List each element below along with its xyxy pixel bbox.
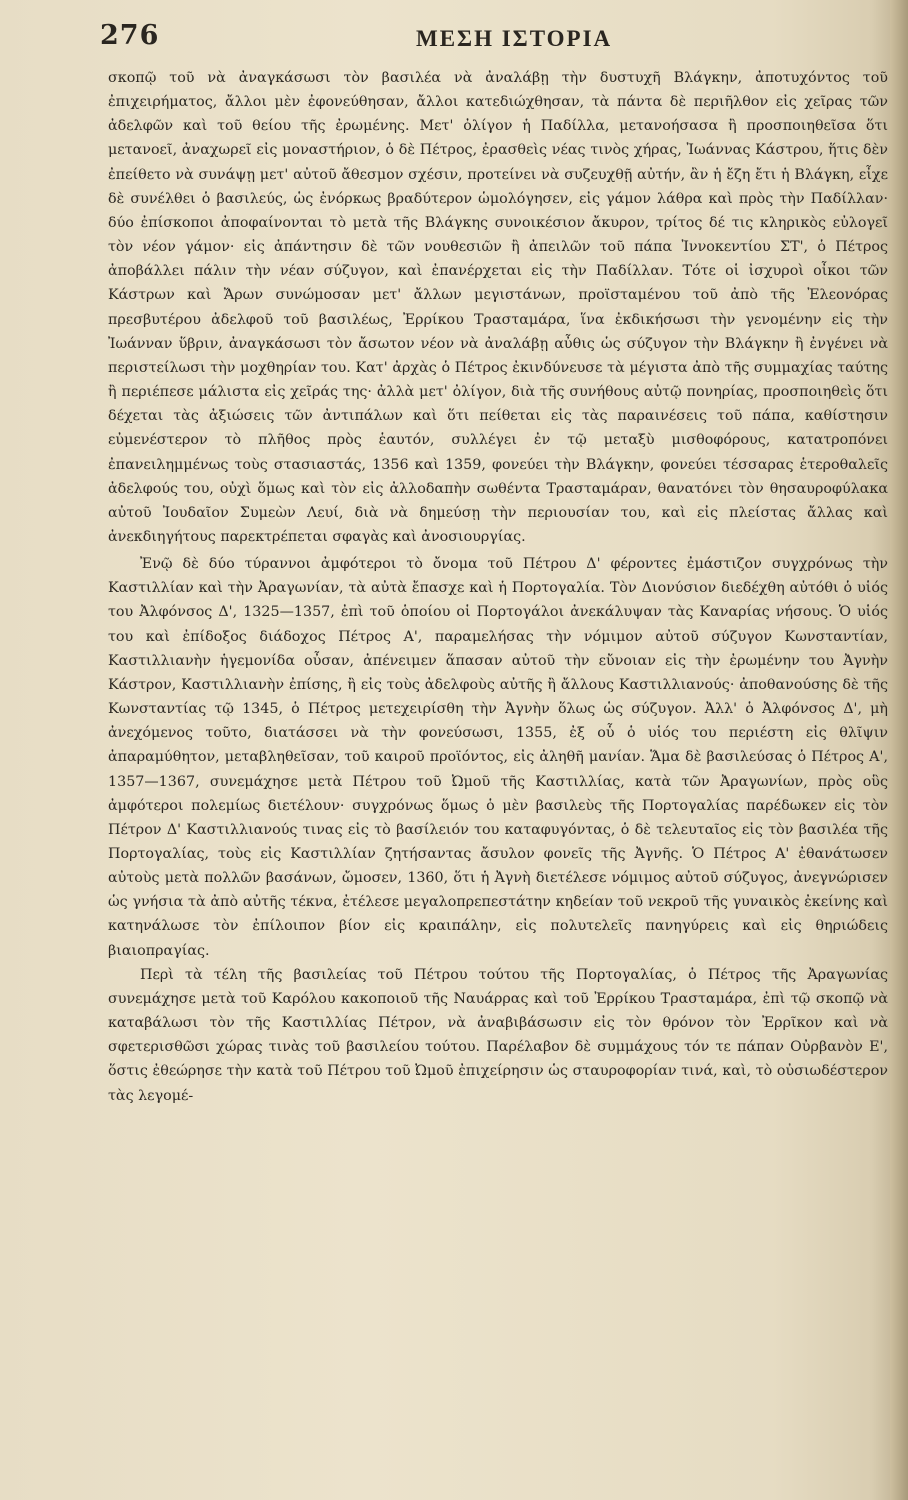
running-title: ΜΕΣΗ ΙΣΤΟΡΙΑ <box>416 26 613 51</box>
paragraph: Ἐνῷ δὲ δύο τύραννοι ἀμφότεροι τὸ ὄνομα τοῦ Πέτρου Δ' φέροντες ἐμάστιζον συγχρόνως τὴν Καστιλλίαν καὶ τὴν Ἀραγωνίαν, τὰ αὐτὰ ἔπασχε καὶ ἡ Πορτογαλία. Τὸν Διονύσιον διεδέχθη αὐτόθι ὁ υἱός του Ἀλφόνσος Δ', 1325—1357, ἐπὶ τοῦ ὁποίου οἱ Πορτογάλοι ἀνεκάλυψαν τὰς Καναρίας νήσους. Ὁ υἱός του καὶ ἐπίδοξος διάδοχος Πέτρος Α', παραμελήσας τὴν νόμιμον αὐτοῦ σύζυγον Κωνσταντίαν, Καστιλλιανὴν ἡγεμονίδα οὖσαν, ἀπένειμεν ἅπασαν αὐτοῦ τὴν εὔνοιαν εἰς τὴν ἐρωμένην του Ἀγνὴν Κάστρον, Καστιλλιανὴν ἐπίσης, ἢ εἰς τοὺς ἀδελφοὺς αὐτῆς ἢ ἄλλους Καστιλλιανούς· ἀποθανούσης δὲ τῆς Κωνσταντίας τῷ 1345, ὁ Πέτρος μετεχειρίσθη τὴν Ἀγνὴν ὅλως ὡς σύζυγον. Ἀλλ' ὁ Ἀλφόνσος Δ', μὴ ἀνεχόμενος τοῦτο, διατάσσει νὰ τὴν φονεύσωσι, 1355, ἐξ οὗ ὁ υἱός του περιέστη εἰς θλῖψιν ἀπαραμύθητον, μεταβληθεῖσαν, τοῦ καιροῦ προϊόντος, εἰς ἀληθῆ μανίαν. Ἅμα δὲ βασιλεύσας ὁ Πέτρος Α', 1357—1367, συνεμάχησε μετὰ Πέτρου τοῦ Ὠμοῦ τῆς Καστιλλίας, κατὰ τῶν Ἀραγωνίων, πρὸς οὓς ἀμφότεροι πολεμίως διετέλουν· συγχρόνως ὅμως ὁ μὲν βασιλεὺς τῆς Πορτογαλίας παρέδωκεν εἰς τὸν Πέτρον Δ' Καστιλλιανούς τινας εἰς τὸ βασίλειόν του καταφυγόντας, ὁ δὲ τελευταῖος εἰς τὸν βασιλέα τῆς Πορτογαλίας, τοὺς εἰς Καστιλλίαν ζητήσαντας ἄσυλον φονεῖς τῆς Ἀγνῆς. Ὁ Πέτρος Α' ἐθανάτωσεν αὐτοὺς μετὰ πολλῶν βασάνων, ὤμοσεν, 1360, ὅτι ἡ Ἀγνὴ διετέλεσε νόμιμος αὐτοῦ σύζυγος, ἀνεγνώρισεν ὡς γνήσια τὰ ἀπὸ αὐτῆς τέκνα, ἐτέλεσε μεγαλοπρεπεστάτην κηδείαν τοῦ νεκροῦ τῆς γυναικὸς ἐκείνης καὶ κατηνάλωσε τὸν ἐπίλοιπον βίον εἰς κραιπάλην, εἰς πολυτελεῖς πανηγύρεις καὶ εἰς θηριώδεις βιαιοπραγίας. <box>108 556 888 959</box>
page-number: 276 <box>100 20 160 51</box>
page-header <box>96 16 896 58</box>
paragraph: σκοπῷ τοῦ νὰ ἀναγκάσωσι τὸν βασιλέα νὰ ἀναλάβῃ τὴν δυστυχῆ Βλάγκην, ἀποτυχόντος τοῦ ἐπιχειρήματος, ἄλλοι μὲν ἐφονεύθησαν, ἄλλοι κατεδιώχθησαν, τὰ πάντα δὲ περιῆλθον εἰς χεῖρας τῶν ἀδελφῶν καὶ τοῦ θείου τῆς ἐρωμένης. Μετ' ὀλίγον ἡ Παδίλλα, μετανοήσασα ἢ προσποιηθεῖσα ὅτι μετανοεῖ, ἀναχωρεῖ εἰς μοναστήριον, ὁ δὲ Πέτρος, ἐρασθεὶς νέας τινὸς χήρας, Ἰωάννας Κάστρου, ἥτις δὲν ἐπείθετο νὰ συνάψῃ μετ' αὐτοῦ ἄθεσμον σχέσιν, προτείνει νὰ συζευχθῇ αὐτήν, ἂν ἡ ἔζη ἔτι ἡ Βλάγκη, εἶχε δὲ συνέλθει ὁ βασιλεύς, ὡς ἐνόρκως βραδύτερον ὡμολόγησεν, εἰς γάμον λάθρα καὶ πρὸς τὴν Παδίλλαν· δύο ἐπίσκοποι ἀποφαίνονται τὸ μετὰ τῆς Βλάγκης συνοικέσιον ἄκυρον, τρίτος δέ τις κληρικὸς εὐλογεῖ τὸν νέον γάμον· εἰς ἀπάντησιν δὲ τῶν νουθεσιῶν ἢ ἀπειλῶν τοῦ πάπα Ἰννοκεντίου ΣΤ', ὁ Πέτρος ἀποβάλλει πάλιν τὴν νέαν σύζυγον, καὶ ἐπανέρχεται εἰς τὴν Παδίλλαν. Τότε οἱ ἰσχυροὶ οἶκοι τῶν Κάστρων καὶ Ἄρων συνώμοσαν μετ' ἄλλων μεγιστάνων, προϊσταμένου τοῦ ἀπὸ τῆς Ἐλεονόρας πρεσβυτέρου ἀδελφοῦ τοῦ βασιλέως, Ἐρρίκου Τρασταμάρα, ἵνα ἐκδικήσωσι τὴν γενομένην εἰς τὴν Ἰωάνναν ὕβριν, ἀναγκάσωσι τὸν ἄσωτον νέον νὰ ἀναλάβῃ αὖθις ὡς σύζυγον τὴν Βλάγκην ἢ ἐνγένει νὰ περιστείλωσι τὴν μοχθηρίαν του. Κατ' ἀρχὰς ὁ Πέτρος ἐκινδύνευσε τὰ μέγιστα ἀπὸ τῆς συμμαχίας ταύτης ἢ περιέπεσε μάλιστα εἰς χεῖράς της· ἀλλὰ μετ' ὀλίγον, διὰ τῆς συνήθους αὐτῷ πονηρίας, προσποιηθεὶς ὅτι δέχεται τὰς ἀξιώσεις τῶν ἀντιπάλων καὶ ὅτι πείθεται εἰς τὰς παραινέσεις τοῦ πάπα, καθίστησιν εὐμενέστερον τὸ πλῆθος πρὸς ἑαυτόν, συλλέγει ἐν τῷ μεταξὺ μισθοφόρους, κατατροπόνει ἐπανειλημμένως τοὺς στασιαστάς, 1356 καὶ 1359, φονεύει τὴν Βλάγκην, φονεύει τέσσαρας ἑτεροθαλεῖς ἀδελφούς του, οὐχὶ ὅμως καὶ τὸν εἰς ἀλλοδαπὴν σωθέντα Τρασταμάραν, θανατόνει τὸν θησαυροφύλακα αὐτοῦ Ἰουδαῖον Συμεὼν Λευί, διὰ νὰ δημεύσῃ τὴν περιουσίαν του, καὶ εἰς πλείστας ἄλλας καὶ ἀνεκδιηγήτους παρεκτρέπεται σφαγὰς καὶ ἀνοσιουργίας. <box>108 70 888 545</box>
body-text <box>108 66 888 1108</box>
paragraph: Περὶ τὰ τέλη τῆς βασιλείας τοῦ Πέτρου τούτου τῆς Πορτογαλίας, ὁ Πέτρος τῆς Ἀραγωνίας συνεμάχησε μετὰ τοῦ Καρόλου κακοποιοῦ τῆς Ναυάρρας καὶ τοῦ Ἐρρίκου Τρασταμάρα, ἐπὶ τῷ σκοπῷ νὰ καταβάλωσι τὸν τῆς Καστιλλίας Πέτρον, νὰ ἀναβιβάσωσιν εἰς τὸν θρόνον τὸν Ἐρρῖκον καὶ νὰ σφετερισθῶσι χώρας τινὰς τοῦ βασιλείου τούτου. Παρέλαβον δὲ συμμάχους τόν τε πάπαν Οὐρβανὸν Ε', ὅστις ἐθεώρησε τὴν κατὰ τοῦ Πέτρου τοῦ Ὠμοῦ ἐπιχείρησιν ὡς σταυροφορίαν τινά, καὶ, τὸ οὐσιωδέστερον τὰς λεγομέ- <box>108 966 888 1104</box>
page-edge-strip <box>890 0 908 1500</box>
